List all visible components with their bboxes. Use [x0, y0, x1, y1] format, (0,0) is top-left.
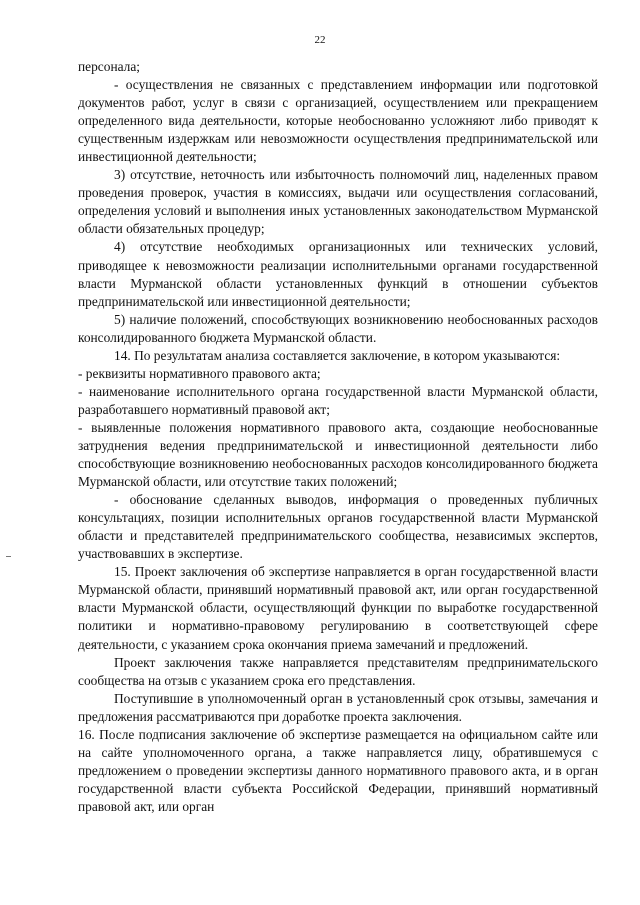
- paragraph: - обоснование сделанных выводов, информация о проведенных публичных консультациях, позиции исполнительных органов государственной власти Мурманской области и представителей предпринимательского сообщества, независимых экспертов, участвовавших в экспертизе.: [78, 492, 598, 562]
- paragraph: - наименование исполнительного органа государственной власти Мурманской области, разработавшего нормативный правовой акт;: [78, 383, 598, 417]
- paragraph: 16. После подписания заключение об экспертизе размещается на официальном сайте или на сайте уполномоченного органа, а также направляется лицу, обратившемуся с предложением о проведении экспертизы данного нормативного правового акта, и в орган государственной власти субъекта Российской Федерации, принявший нормативный правовой акт, или орган: [78, 726, 598, 814]
- paragraph: Проект заключения также направляется представителям предпринимательского сообщества на отзыв с указанием срока его представления.: [78, 654, 598, 688]
- paragraph: - осуществления не связанных с представлением информации или подготовкой документов работ, услуг в связи с организацией, осуществлением или прекращением определенного вида деятельности, которые необоснованно усложняют либо приводят к существенным издержкам или невозможности осуществления предпринимательской или инвестиционной деятельности;: [78, 77, 598, 165]
- paragraph: персонала;: [78, 59, 141, 74]
- paragraph: 14. По результатам анализа составляется заключение, в котором указываются:: [114, 347, 561, 363]
- margin-mark: [6, 556, 11, 557]
- document-body: [78, 58, 598, 816]
- paragraph: 3) отсутствие, неточность или избыточность полномочий лиц, наделенных правом проведения проверок, участия в комиссиях, выдачи или осуществления согласований, определения условий и выполнения иных установленных законодательством Мурманской области обязательных процедур;: [78, 167, 598, 237]
- paragraph: 15. Проект заключения об экспертизе направляется в орган государственной власти Мурманской области, принявший нормативный правовой акт, или орган государственной власти Мурманской области, осуществляющий функции по выработке государственной политики и нормативно-правовому регулированию в соответствующей сфере деятельности, с указанием срока окончания приема замечаний и предложений.: [78, 564, 598, 652]
- paragraph: - реквизиты нормативного правового акта;: [78, 365, 321, 381]
- paragraph: 5) наличие положений, способствующих возникновению необоснованных расходов консолидированного бюджета Мурманской области.: [78, 311, 598, 345]
- paragraph: Поступившие в уполномоченный орган в установленный срок отзывы, замечания и предложения рассматриваются при доработке проекта заключения.: [78, 690, 598, 724]
- page-number: 22: [314, 34, 326, 46]
- paragraph: - выявленные положения нормативного правового акта, создающие необоснованные затруднения ведения предпринимательской и инвестиционной деятельности либо способствующие возникновению необоснованных расходов консолидированного бюджета Мурманской области, или отсутствие таких положений;: [78, 419, 598, 490]
- paragraph: 4) отсутствие необходимых организационных или технических условий, приводящее к невозможности реализации исполнительными органами государственной власти Мурманской области установленных функций в отношении субъектов предпринимательской или инвестиционной деятельности;: [78, 239, 598, 309]
